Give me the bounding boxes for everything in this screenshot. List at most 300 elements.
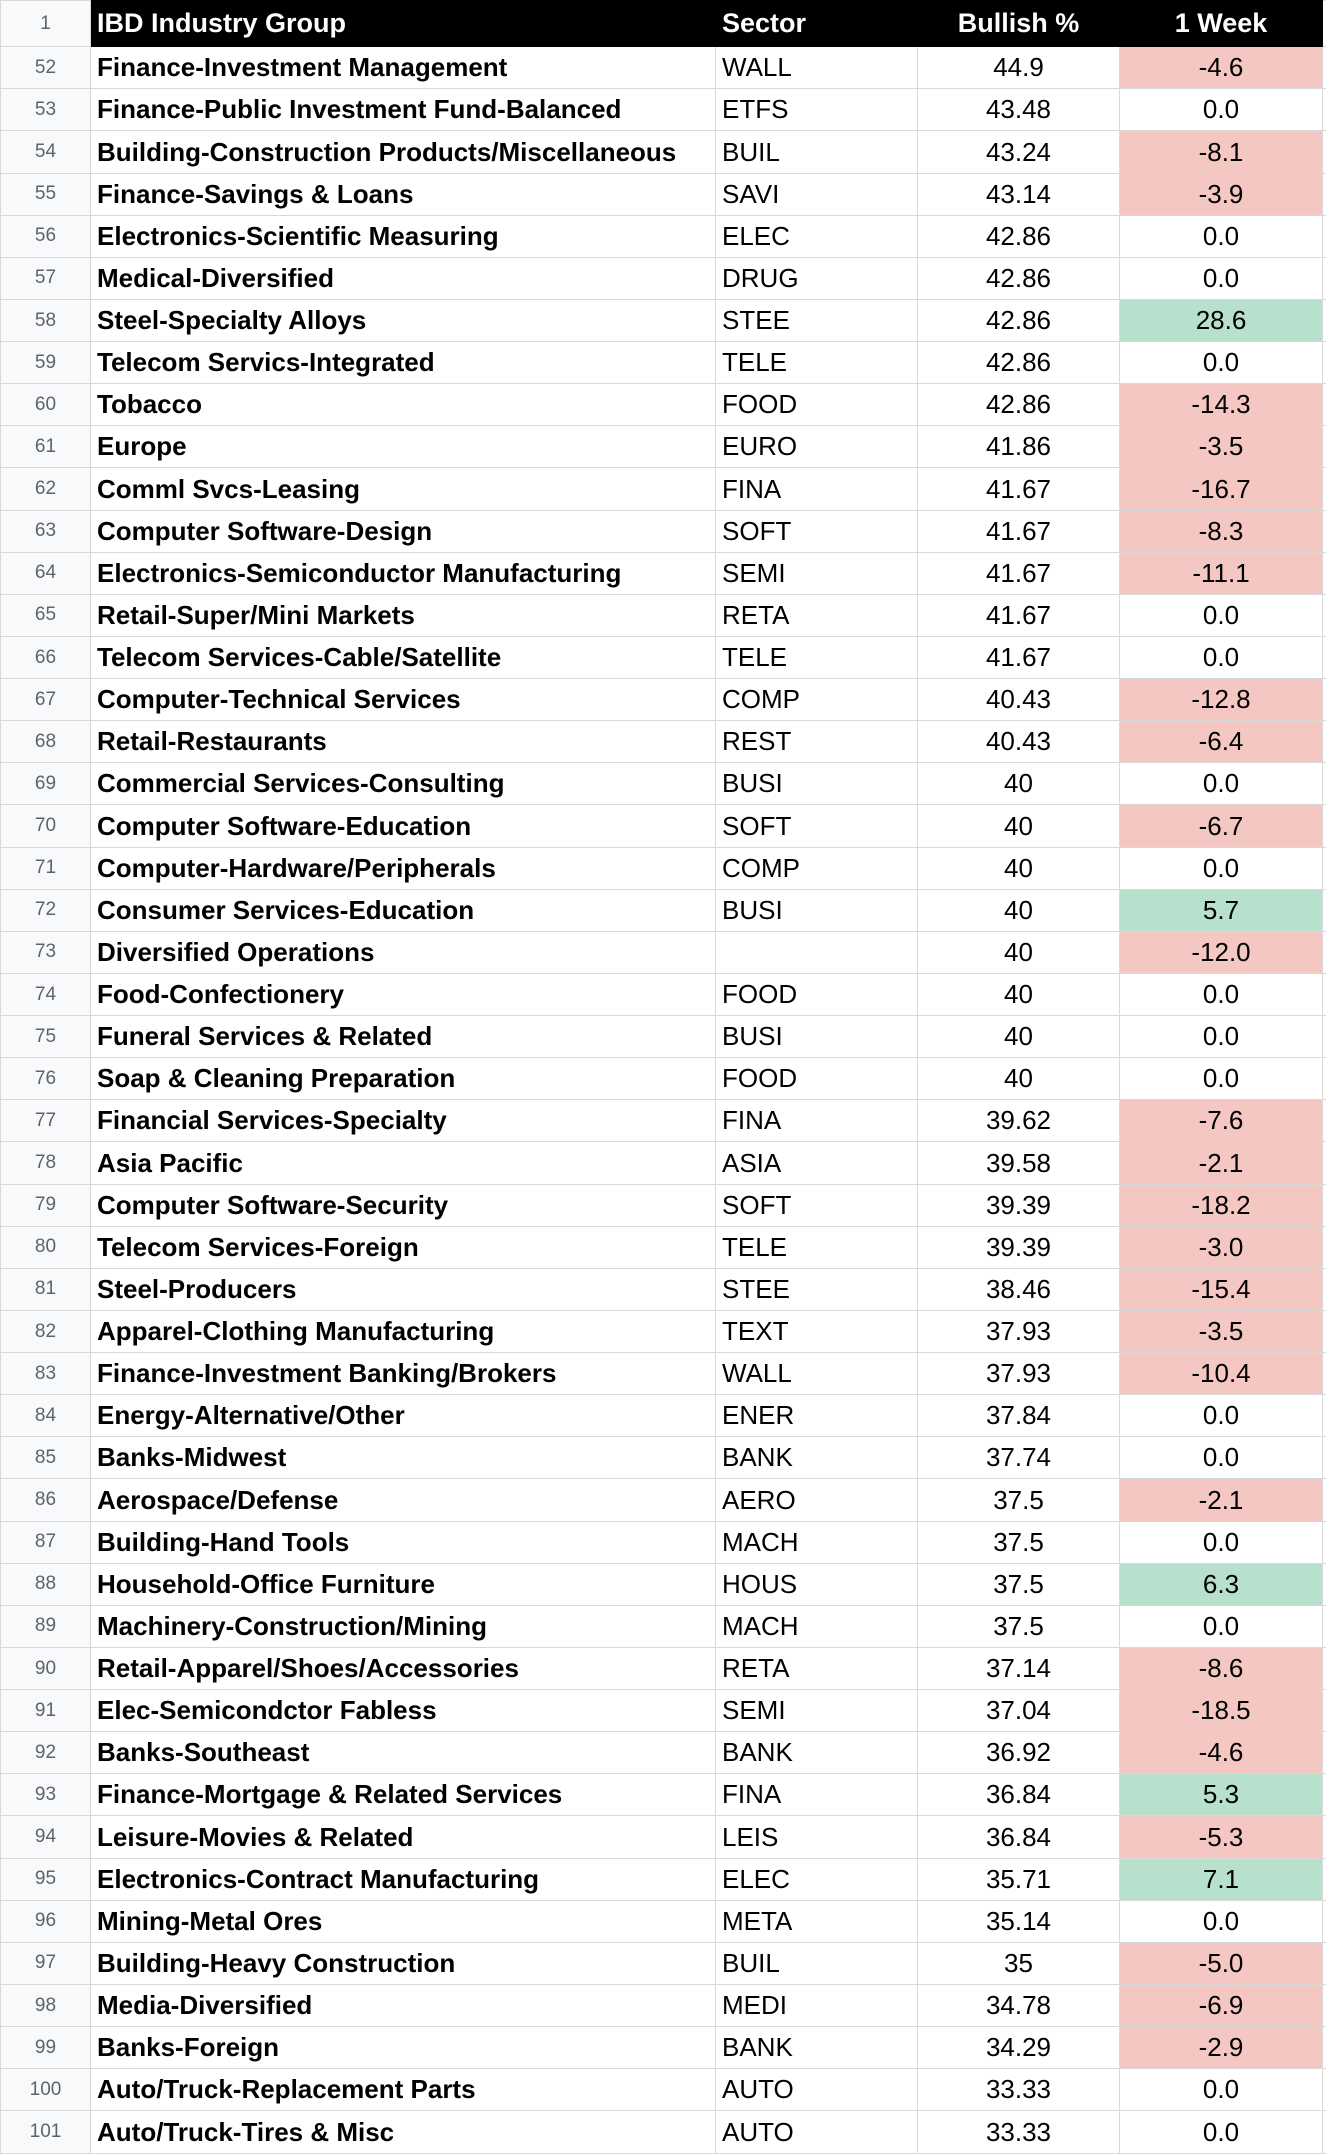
one-week-change-cell[interactable]: -5.0: [1120, 1942, 1323, 1984]
sector-cell[interactable]: HOUS: [716, 1563, 918, 1605]
one-week-change-cell[interactable]: -6.4: [1120, 721, 1323, 763]
empty-cell[interactable]: [1323, 1437, 1326, 1479]
column-header-one-week[interactable]: 1 Week: [1120, 1, 1323, 47]
sector-cell[interactable]: ELEC: [716, 215, 918, 257]
bullish-percent-cell[interactable]: 40: [918, 973, 1120, 1015]
empty-cell[interactable]: [1323, 215, 1326, 257]
sector-cell[interactable]: ETFS: [716, 89, 918, 131]
sector-cell[interactable]: MEDI: [716, 1984, 918, 2026]
row-header-1[interactable]: 1: [1, 1, 91, 47]
industry-group-cell[interactable]: Auto/Truck-Replacement Parts: [91, 2069, 716, 2111]
sector-cell[interactable]: WALL: [716, 47, 918, 89]
one-week-change-cell[interactable]: -6.9: [1120, 1984, 1323, 2026]
industry-group-cell[interactable]: Electronics-Scientific Measuring: [91, 215, 716, 257]
empty-cell[interactable]: [1323, 173, 1326, 215]
one-week-change-cell[interactable]: -18.2: [1120, 1184, 1323, 1226]
sector-cell[interactable]: STEE: [716, 1268, 918, 1310]
industry-group-cell[interactable]: Retail-Super/Mini Markets: [91, 594, 716, 636]
sector-cell[interactable]: TELE: [716, 1226, 918, 1268]
bullish-percent-cell[interactable]: 37.5: [918, 1563, 1120, 1605]
industry-group-cell[interactable]: Machinery-Construction/Mining: [91, 1605, 716, 1647]
empty-cell[interactable]: [1323, 1942, 1326, 1984]
industry-group-cell[interactable]: Finance-Investment Management: [91, 47, 716, 89]
sector-cell[interactable]: TELE: [716, 636, 918, 678]
industry-group-cell[interactable]: Apparel-Clothing Manufacturing: [91, 1310, 716, 1352]
industry-group-cell[interactable]: Household-Office Furniture: [91, 1563, 716, 1605]
bullish-percent-cell[interactable]: 41.86: [918, 426, 1120, 468]
empty-cell[interactable]: [1323, 1142, 1326, 1184]
row-header[interactable]: 75: [1, 1016, 91, 1058]
bullish-percent-cell[interactable]: 35: [918, 1942, 1120, 1984]
sector-cell[interactable]: BUSI: [716, 889, 918, 931]
one-week-change-cell[interactable]: -11.1: [1120, 552, 1323, 594]
empty-cell[interactable]: [1323, 1226, 1326, 1268]
row-header[interactable]: 91: [1, 1690, 91, 1732]
empty-cell[interactable]: [1323, 47, 1326, 89]
empty-cell[interactable]: [1323, 510, 1326, 552]
empty-cell[interactable]: [1323, 1900, 1326, 1942]
bullish-percent-cell[interactable]: 37.5: [918, 1479, 1120, 1521]
bullish-percent-cell[interactable]: 37.93: [918, 1310, 1120, 1352]
one-week-change-cell[interactable]: -14.3: [1120, 384, 1323, 426]
one-week-change-cell[interactable]: 0.0: [1120, 1016, 1323, 1058]
one-week-change-cell[interactable]: -4.6: [1120, 1732, 1323, 1774]
sector-cell[interactable]: SAVI: [716, 173, 918, 215]
row-header[interactable]: 100: [1, 2069, 91, 2111]
row-header[interactable]: 90: [1, 1647, 91, 1689]
empty-cell[interactable]: [1323, 1395, 1326, 1437]
row-header[interactable]: 82: [1, 1310, 91, 1352]
industry-group-cell[interactable]: Finance-Savings & Loans: [91, 173, 716, 215]
one-week-change-cell[interactable]: 7.1: [1120, 1858, 1323, 1900]
sector-cell[interactable]: SEMI: [716, 1690, 918, 1732]
one-week-change-cell[interactable]: 5.3: [1120, 1774, 1323, 1816]
bullish-percent-cell[interactable]: 36.84: [918, 1816, 1120, 1858]
industry-group-cell[interactable]: Building-Hand Tools: [91, 1521, 716, 1563]
empty-cell[interactable]: [1323, 1858, 1326, 1900]
bullish-percent-cell[interactable]: 37.84: [918, 1395, 1120, 1437]
row-header[interactable]: 62: [1, 468, 91, 510]
industry-group-cell[interactable]: Auto/Truck-Tires & Misc: [91, 2111, 716, 2154]
column-header-industry-group[interactable]: IBD Industry Group: [91, 1, 716, 47]
row-header[interactable]: 88: [1, 1563, 91, 1605]
empty-cell[interactable]: [1323, 594, 1326, 636]
industry-group-cell[interactable]: Banks-Foreign: [91, 2027, 716, 2069]
one-week-change-cell[interactable]: -10.4: [1120, 1353, 1323, 1395]
sector-cell[interactable]: BUIL: [716, 1942, 918, 1984]
row-header[interactable]: 84: [1, 1395, 91, 1437]
bullish-percent-cell[interactable]: 41.67: [918, 510, 1120, 552]
bullish-percent-cell[interactable]: 41.67: [918, 552, 1120, 594]
bullish-percent-cell[interactable]: 41.67: [918, 636, 1120, 678]
sector-cell[interactable]: TEXT: [716, 1310, 918, 1352]
bullish-percent-cell[interactable]: 40: [918, 1058, 1120, 1100]
row-header[interactable]: 72: [1, 889, 91, 931]
industry-group-cell[interactable]: Finance-Public Investment Fund-Balanced: [91, 89, 716, 131]
empty-cell[interactable]: [1323, 721, 1326, 763]
industry-group-cell[interactable]: Mining-Metal Ores: [91, 1900, 716, 1942]
one-week-change-cell[interactable]: -18.5: [1120, 1690, 1323, 1732]
empty-cell[interactable]: [1323, 847, 1326, 889]
empty-cell[interactable]: [1323, 257, 1326, 299]
sector-cell[interactable]: LEIS: [716, 1816, 918, 1858]
row-header[interactable]: 83: [1, 1353, 91, 1395]
row-header[interactable]: 87: [1, 1521, 91, 1563]
industry-group-cell[interactable]: Funeral Services & Related: [91, 1016, 716, 1058]
bullish-percent-cell[interactable]: 40.43: [918, 679, 1120, 721]
bullish-percent-cell[interactable]: 41.67: [918, 594, 1120, 636]
bullish-percent-cell[interactable]: 33.33: [918, 2111, 1120, 2154]
industry-group-cell[interactable]: Telecom Services-Cable/Satellite: [91, 636, 716, 678]
industry-group-cell[interactable]: Aerospace/Defense: [91, 1479, 716, 1521]
row-header[interactable]: 96: [1, 1900, 91, 1942]
sector-cell[interactable]: FINA: [716, 468, 918, 510]
row-header[interactable]: 65: [1, 594, 91, 636]
empty-cell[interactable]: [1323, 468, 1326, 510]
column-header-bullish-percent[interactable]: Bullish %: [918, 1, 1120, 47]
one-week-change-cell[interactable]: 0.0: [1120, 2111, 1323, 2154]
industry-group-cell[interactable]: Steel-Specialty Alloys: [91, 299, 716, 341]
industry-group-cell[interactable]: Tobacco: [91, 384, 716, 426]
one-week-change-cell[interactable]: 0.0: [1120, 89, 1323, 131]
sector-cell[interactable]: EURO: [716, 426, 918, 468]
empty-cell[interactable]: [1323, 89, 1326, 131]
one-week-change-cell[interactable]: 0.0: [1120, 257, 1323, 299]
empty-cell[interactable]: [1323, 1310, 1326, 1352]
bullish-percent-cell[interactable]: 36.92: [918, 1732, 1120, 1774]
sector-cell[interactable]: FOOD: [716, 973, 918, 1015]
industry-group-cell[interactable]: Computer Software-Design: [91, 510, 716, 552]
row-header[interactable]: 93: [1, 1774, 91, 1816]
row-header[interactable]: 86: [1, 1479, 91, 1521]
sector-cell[interactable]: STEE: [716, 299, 918, 341]
sector-cell[interactable]: WALL: [716, 1353, 918, 1395]
empty-cell[interactable]: [1323, 2027, 1326, 2069]
sector-cell[interactable]: AERO: [716, 1479, 918, 1521]
row-header[interactable]: 57: [1, 257, 91, 299]
bullish-percent-cell[interactable]: 38.46: [918, 1268, 1120, 1310]
industry-group-cell[interactable]: Elec-Semicondctor Fabless: [91, 1690, 716, 1732]
one-week-change-cell[interactable]: 0.0: [1120, 2069, 1323, 2111]
one-week-change-cell[interactable]: -8.6: [1120, 1647, 1323, 1689]
one-week-change-cell[interactable]: -2.9: [1120, 2027, 1323, 2069]
bullish-percent-cell[interactable]: 42.86: [918, 384, 1120, 426]
row-header[interactable]: 74: [1, 973, 91, 1015]
industry-group-cell[interactable]: Commercial Services-Consulting: [91, 763, 716, 805]
bullish-percent-cell[interactable]: 39.62: [918, 1100, 1120, 1142]
sector-cell[interactable]: BANK: [716, 1437, 918, 1479]
bullish-percent-cell[interactable]: 39.39: [918, 1226, 1120, 1268]
one-week-change-cell[interactable]: 0.0: [1120, 973, 1323, 1015]
bullish-percent-cell[interactable]: 40.43: [918, 721, 1120, 763]
bullish-percent-cell[interactable]: 37.14: [918, 1647, 1120, 1689]
row-header[interactable]: 63: [1, 510, 91, 552]
sector-cell[interactable]: BANK: [716, 2027, 918, 2069]
one-week-change-cell[interactable]: 0.0: [1120, 1900, 1323, 1942]
row-header[interactable]: 61: [1, 426, 91, 468]
empty-cell[interactable]: [1323, 2069, 1326, 2111]
industry-group-cell[interactable]: Comml Svcs-Leasing: [91, 468, 716, 510]
bullish-percent-cell[interactable]: 39.58: [918, 1142, 1120, 1184]
empty-cell[interactable]: [1323, 131, 1326, 173]
empty-cell[interactable]: [1323, 1521, 1326, 1563]
row-header[interactable]: 64: [1, 552, 91, 594]
sector-cell[interactable]: FINA: [716, 1100, 918, 1142]
sector-cell[interactable]: COMP: [716, 679, 918, 721]
row-header[interactable]: 58: [1, 299, 91, 341]
empty-cell[interactable]: [1323, 763, 1326, 805]
bullish-percent-cell[interactable]: 36.84: [918, 1774, 1120, 1816]
industry-group-cell[interactable]: Computer-Hardware/Peripherals: [91, 847, 716, 889]
sector-cell[interactable]: COMP: [716, 847, 918, 889]
empty-cell[interactable]: [1323, 1184, 1326, 1226]
row-header[interactable]: 94: [1, 1816, 91, 1858]
one-week-change-cell[interactable]: 6.3: [1120, 1563, 1323, 1605]
empty-cell[interactable]: [1323, 1732, 1326, 1774]
one-week-change-cell[interactable]: 0.0: [1120, 594, 1323, 636]
row-header[interactable]: 73: [1, 931, 91, 973]
sector-cell[interactable]: ENER: [716, 1395, 918, 1437]
row-header[interactable]: 76: [1, 1058, 91, 1100]
row-header[interactable]: 98: [1, 1984, 91, 2026]
industry-group-cell[interactable]: Computer Software-Education: [91, 805, 716, 847]
empty-cell[interactable]: [1323, 299, 1326, 341]
one-week-change-cell[interactable]: -12.8: [1120, 679, 1323, 721]
empty-cell[interactable]: [1323, 1268, 1326, 1310]
bullish-percent-cell[interactable]: 40: [918, 805, 1120, 847]
bullish-percent-cell[interactable]: 40: [918, 1016, 1120, 1058]
empty-cell[interactable]: [1323, 426, 1326, 468]
bullish-percent-cell[interactable]: 37.5: [918, 1521, 1120, 1563]
empty-cell[interactable]: [1323, 2111, 1326, 2154]
bullish-percent-cell[interactable]: 42.86: [918, 342, 1120, 384]
bullish-percent-cell[interactable]: 37.74: [918, 1437, 1120, 1479]
column-header-sector[interactable]: Sector: [716, 1, 918, 47]
one-week-change-cell[interactable]: 0.0: [1120, 763, 1323, 805]
empty-cell[interactable]: [1323, 1353, 1326, 1395]
sector-cell[interactable]: SEMI: [716, 552, 918, 594]
bullish-percent-cell[interactable]: 37.04: [918, 1690, 1120, 1732]
industry-group-cell[interactable]: Energy-Alternative/Other: [91, 1395, 716, 1437]
row-header[interactable]: 81: [1, 1268, 91, 1310]
industry-group-cell[interactable]: Diversified Operations: [91, 931, 716, 973]
one-week-change-cell[interactable]: -16.7: [1120, 468, 1323, 510]
row-header[interactable]: 54: [1, 131, 91, 173]
row-header[interactable]: 66: [1, 636, 91, 678]
empty-cell[interactable]: [1323, 1, 1326, 47]
bullish-percent-cell[interactable]: 37.93: [918, 1353, 1120, 1395]
row-header[interactable]: 89: [1, 1605, 91, 1647]
empty-cell[interactable]: [1323, 805, 1326, 847]
industry-group-cell[interactable]: Asia Pacific: [91, 1142, 716, 1184]
industry-group-cell[interactable]: Financial Services-Specialty: [91, 1100, 716, 1142]
sector-cell[interactable]: ELEC: [716, 1858, 918, 1900]
industry-group-cell[interactable]: Europe: [91, 426, 716, 468]
industry-group-cell[interactable]: Banks-Midwest: [91, 1437, 716, 1479]
one-week-change-cell[interactable]: 0.0: [1120, 215, 1323, 257]
bullish-percent-cell[interactable]: 34.29: [918, 2027, 1120, 2069]
bullish-percent-cell[interactable]: 35.71: [918, 1858, 1120, 1900]
industry-group-cell[interactable]: Leisure-Movies & Related: [91, 1816, 716, 1858]
sector-cell[interactable]: AUTO: [716, 2069, 918, 2111]
row-header[interactable]: 92: [1, 1732, 91, 1774]
sector-cell[interactable]: ASIA: [716, 1142, 918, 1184]
one-week-change-cell[interactable]: 0.0: [1120, 1521, 1323, 1563]
row-header[interactable]: 70: [1, 805, 91, 847]
empty-cell[interactable]: [1323, 973, 1326, 1015]
industry-group-cell[interactable]: Banks-Southeast: [91, 1732, 716, 1774]
sector-cell[interactable]: FINA: [716, 1774, 918, 1816]
one-week-change-cell[interactable]: -2.1: [1120, 1142, 1323, 1184]
industry-group-cell[interactable]: Steel-Producers: [91, 1268, 716, 1310]
bullish-percent-cell[interactable]: 42.86: [918, 257, 1120, 299]
sector-cell[interactable]: META: [716, 1900, 918, 1942]
row-header[interactable]: 69: [1, 763, 91, 805]
industry-group-cell[interactable]: Finance-Mortgage & Related Services: [91, 1774, 716, 1816]
sector-cell[interactable]: RETA: [716, 1647, 918, 1689]
empty-cell[interactable]: [1323, 342, 1326, 384]
row-header[interactable]: 71: [1, 847, 91, 889]
sector-cell[interactable]: BUSI: [716, 1016, 918, 1058]
row-header[interactable]: 97: [1, 1942, 91, 1984]
row-header[interactable]: 85: [1, 1437, 91, 1479]
industry-group-cell[interactable]: Soap & Cleaning Preparation: [91, 1058, 716, 1100]
one-week-change-cell[interactable]: 0.0: [1120, 1058, 1323, 1100]
empty-cell[interactable]: [1323, 1605, 1326, 1647]
industry-group-cell[interactable]: Telecom Services-Foreign: [91, 1226, 716, 1268]
industry-group-cell[interactable]: Computer Software-Security: [91, 1184, 716, 1226]
bullish-percent-cell[interactable]: 43.48: [918, 89, 1120, 131]
row-header[interactable]: 53: [1, 89, 91, 131]
row-header[interactable]: 80: [1, 1226, 91, 1268]
one-week-change-cell[interactable]: -2.1: [1120, 1479, 1323, 1521]
one-week-change-cell[interactable]: -6.7: [1120, 805, 1323, 847]
bullish-percent-cell[interactable]: 39.39: [918, 1184, 1120, 1226]
empty-cell[interactable]: [1323, 1563, 1326, 1605]
sector-cell[interactable]: BANK: [716, 1732, 918, 1774]
sector-cell[interactable]: [716, 931, 918, 973]
one-week-change-cell[interactable]: 0.0: [1120, 847, 1323, 889]
bullish-percent-cell[interactable]: 43.24: [918, 131, 1120, 173]
bullish-percent-cell[interactable]: 40: [918, 847, 1120, 889]
industry-group-cell[interactable]: Consumer Services-Education: [91, 889, 716, 931]
row-header[interactable]: 95: [1, 1858, 91, 1900]
empty-cell[interactable]: [1323, 1690, 1326, 1732]
one-week-change-cell[interactable]: -4.6: [1120, 47, 1323, 89]
empty-cell[interactable]: [1323, 1058, 1326, 1100]
sector-cell[interactable]: FOOD: [716, 1058, 918, 1100]
row-header[interactable]: 59: [1, 342, 91, 384]
one-week-change-cell[interactable]: 0.0: [1120, 1605, 1323, 1647]
one-week-change-cell[interactable]: 5.7: [1120, 889, 1323, 931]
sector-cell[interactable]: REST: [716, 721, 918, 763]
bullish-percent-cell[interactable]: 40: [918, 931, 1120, 973]
one-week-change-cell[interactable]: -12.0: [1120, 931, 1323, 973]
bullish-percent-cell[interactable]: 42.86: [918, 215, 1120, 257]
sector-cell[interactable]: SOFT: [716, 805, 918, 847]
empty-cell[interactable]: [1323, 1016, 1326, 1058]
industry-group-cell[interactable]: Building-Construction Products/Miscellaneous: [91, 131, 716, 173]
one-week-change-cell[interactable]: -8.1: [1120, 131, 1323, 173]
one-week-change-cell[interactable]: 0.0: [1120, 1437, 1323, 1479]
bullish-percent-cell[interactable]: 43.14: [918, 173, 1120, 215]
industry-group-cell[interactable]: Electronics-Semiconductor Manufacturing: [91, 552, 716, 594]
one-week-change-cell[interactable]: -3.5: [1120, 426, 1323, 468]
row-header[interactable]: 68: [1, 721, 91, 763]
industry-group-cell[interactable]: Medical-Diversified: [91, 257, 716, 299]
bullish-percent-cell[interactable]: 42.86: [918, 299, 1120, 341]
row-header[interactable]: 78: [1, 1142, 91, 1184]
one-week-change-cell[interactable]: 0.0: [1120, 636, 1323, 678]
one-week-change-cell[interactable]: -3.9: [1120, 173, 1323, 215]
bullish-percent-cell[interactable]: 35.14: [918, 1900, 1120, 1942]
row-header[interactable]: 79: [1, 1184, 91, 1226]
industry-group-cell[interactable]: Building-Heavy Construction: [91, 1942, 716, 1984]
one-week-change-cell[interactable]: -15.4: [1120, 1268, 1323, 1310]
empty-cell[interactable]: [1323, 1816, 1326, 1858]
industry-group-cell[interactable]: Telecom Servics-Integrated: [91, 342, 716, 384]
row-header[interactable]: 67: [1, 679, 91, 721]
bullish-percent-cell[interactable]: 40: [918, 763, 1120, 805]
industry-group-cell[interactable]: Retail-Apparel/Shoes/Accessories: [91, 1647, 716, 1689]
empty-cell[interactable]: [1323, 636, 1326, 678]
sector-cell[interactable]: DRUG: [716, 257, 918, 299]
empty-cell[interactable]: [1323, 1100, 1326, 1142]
sector-cell[interactable]: MACH: [716, 1521, 918, 1563]
bullish-percent-cell[interactable]: 41.67: [918, 468, 1120, 510]
empty-cell[interactable]: [1323, 931, 1326, 973]
one-week-change-cell[interactable]: -3.5: [1120, 1310, 1323, 1352]
industry-group-cell[interactable]: Finance-Investment Banking/Brokers: [91, 1353, 716, 1395]
one-week-change-cell[interactable]: 28.6: [1120, 299, 1323, 341]
empty-cell[interactable]: [1323, 1479, 1326, 1521]
industry-group-cell[interactable]: Electronics-Contract Manufacturing: [91, 1858, 716, 1900]
industry-group-cell[interactable]: Media-Diversified: [91, 1984, 716, 2026]
row-header[interactable]: 99: [1, 2027, 91, 2069]
row-header[interactable]: 56: [1, 215, 91, 257]
row-header[interactable]: 101: [1, 2111, 91, 2154]
row-header[interactable]: 52: [1, 47, 91, 89]
bullish-percent-cell[interactable]: 40: [918, 889, 1120, 931]
industry-group-cell[interactable]: Retail-Restaurants: [91, 721, 716, 763]
bullish-percent-cell[interactable]: 44.9: [918, 47, 1120, 89]
one-week-change-cell[interactable]: -5.3: [1120, 1816, 1323, 1858]
sector-cell[interactable]: MACH: [716, 1605, 918, 1647]
empty-cell[interactable]: [1323, 1984, 1326, 2026]
sector-cell[interactable]: FOOD: [716, 384, 918, 426]
empty-cell[interactable]: [1323, 889, 1326, 931]
row-header[interactable]: 55: [1, 173, 91, 215]
industry-group-cell[interactable]: Computer-Technical Services: [91, 679, 716, 721]
bullish-percent-cell[interactable]: 37.5: [918, 1605, 1120, 1647]
empty-cell[interactable]: [1323, 679, 1326, 721]
sector-cell[interactable]: AUTO: [716, 2111, 918, 2154]
row-header[interactable]: 77: [1, 1100, 91, 1142]
one-week-change-cell[interactable]: -8.3: [1120, 510, 1323, 552]
empty-cell[interactable]: [1323, 1647, 1326, 1689]
bullish-percent-cell[interactable]: 33.33: [918, 2069, 1120, 2111]
sector-cell[interactable]: RETA: [716, 594, 918, 636]
one-week-change-cell[interactable]: -3.0: [1120, 1226, 1323, 1268]
one-week-change-cell[interactable]: 0.0: [1120, 1395, 1323, 1437]
sector-cell[interactable]: BUIL: [716, 131, 918, 173]
one-week-change-cell[interactable]: -7.6: [1120, 1100, 1323, 1142]
sector-cell[interactable]: SOFT: [716, 1184, 918, 1226]
sector-cell[interactable]: BUSI: [716, 763, 918, 805]
empty-cell[interactable]: [1323, 552, 1326, 594]
empty-cell[interactable]: [1323, 1774, 1326, 1816]
sector-cell[interactable]: TELE: [716, 342, 918, 384]
